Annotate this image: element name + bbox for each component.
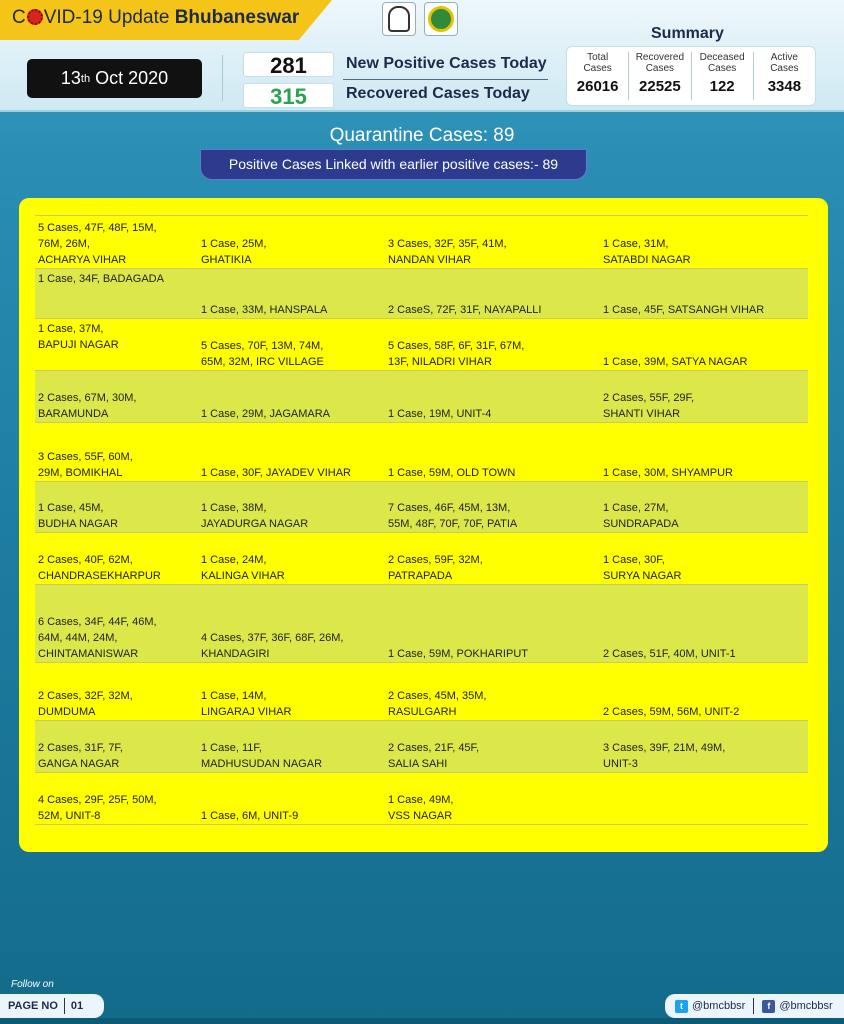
cases-card <box>19 198 828 852</box>
table-cell: 1 Case, 29M, JAGAMARA <box>201 408 330 420</box>
table-cell: 1 Case, 11F, MADHUSUDAN NAGAR <box>201 742 323 770</box>
table-cell: 2 Cases, 59F, 32M, PATRAPADA <box>388 554 483 582</box>
summary-label: Recovered Cases <box>635 52 685 74</box>
table-cell: 2 Cases, 32F, 32M, DUMDUMA <box>38 690 133 718</box>
recovered-label: Recovered Cases Today <box>346 85 530 102</box>
table-cell: 3 Cases, 55F, 60M, 29M, BOMIKHAL <box>38 451 133 479</box>
table-cell: 1 Case, 14M, LINGARAJ VIHAR <box>201 690 292 718</box>
bottom-bar <box>0 1018 844 1024</box>
table-cell: 1 Case, 45F, SATSANGH VIHAR <box>603 304 765 316</box>
table-cell: 1 Case, 27M, SUNDRAPADA <box>603 502 679 530</box>
table-cell: 2 Cases, 67M, 30M, BARAMUNDA <box>38 392 137 420</box>
table-row <box>35 721 808 773</box>
follow-on-label: Follow on <box>11 979 54 990</box>
twitter-handle[interactable]: @bmcbbsr <box>692 1000 746 1012</box>
table-cell: 1 Case, 37M, BAPUJI NAGAR <box>38 323 119 351</box>
table-cell: 2 CaseS, 72F, 31F, NAYAPALLI <box>388 304 542 316</box>
divider <box>222 55 223 101</box>
table-cell: 1 Case, 30M, SHYAMPUR <box>603 467 734 479</box>
table-cell: 6 Cases, 34F, 44F, 46M, 64M, 44M, 24M, CHINTAMANISWAR <box>38 616 157 660</box>
virus-icon <box>27 9 43 25</box>
table-cell: 1 Case, 33M, HANSPALA <box>201 304 328 316</box>
table-row <box>35 216 808 269</box>
date-badge <box>27 59 202 98</box>
twitter-icon[interactable]: t <box>675 1000 688 1013</box>
table-cell: 2 Cases, 59M, 56M, UNIT-2 <box>603 706 740 718</box>
table-cell: 1 Case, 19M, UNIT-4 <box>388 408 492 420</box>
page-label: PAGE NO <box>8 1000 58 1012</box>
date-suffix: th <box>80 72 91 85</box>
header <box>0 0 844 112</box>
table-cell: 1 Case, 30F, SURYA NAGAR <box>603 554 682 582</box>
table-row <box>35 585 808 663</box>
social-handles <box>665 994 844 1018</box>
table-cell: 1 Case, 39M, SATYA NAGAR <box>603 356 748 368</box>
summary-label: Total Cases <box>583 52 612 74</box>
page-number: 01 <box>70 1000 84 1012</box>
table-cell: 1 Case, 31M, SATABDI NAGAR <box>603 238 691 266</box>
linked-cases-banner: Positive Cases Linked with earlier positive cases:- 89 <box>200 149 587 180</box>
summary-active <box>754 52 815 100</box>
page-number-badge <box>0 994 104 1018</box>
table-row <box>35 482 808 533</box>
table-cell: 2 Cases, 45M, 35M, RASULGARH <box>388 690 487 718</box>
table-cell: 1 Case, 6M, UNIT-9 <box>201 810 299 822</box>
page-title <box>12 7 299 29</box>
cases-table <box>35 215 808 825</box>
table-row <box>35 269 808 319</box>
quarantine-title: Quarantine Cases: 89 <box>329 125 515 146</box>
table-cell: 3 Cases, 39F, 21M, 49M, UNIT-3 <box>603 742 726 770</box>
table-cell: 4 Cases, 29F, 25F, 50M, 52M, UNIT-8 <box>38 794 157 822</box>
summary-value: 3348 <box>767 78 802 95</box>
table-cell <box>600 773 808 824</box>
summary-panel <box>566 46 816 106</box>
summary-label: Active Cases <box>770 52 799 74</box>
date-day: 13 <box>60 68 81 88</box>
summary-title: Summary <box>651 25 724 42</box>
table-cell: 2 Cases, 31F, 7F, GANGA NAGAR <box>38 742 123 770</box>
logos <box>382 2 458 36</box>
summary-value: 122 <box>709 78 735 95</box>
table-cell: 2 Cases, 55F, 29F, SHANTI VIHAR <box>603 392 695 420</box>
table-cell: 1 Case, 59M, POKHARIPUT <box>388 648 528 660</box>
table-row <box>35 773 808 825</box>
table-cell: 3 Cases, 32F, 35F, 41M, NANDAN VIHAR <box>388 238 507 266</box>
table-cell: 1 Case, 25M, GHATIKIA <box>201 238 267 266</box>
table-cell: 5 Cases, 70F, 13M, 74M, 65M, 32M, IRC VILLAGE <box>201 340 324 368</box>
table-cell: 2 Cases, 40F, 62M, CHANDRASEKHARPUR <box>38 554 161 582</box>
table-row <box>35 533 808 585</box>
table-row <box>35 371 808 423</box>
table-cell: 1 Case, 45M, BUDHA NAGAR <box>38 502 119 530</box>
new-positive-count: 281 <box>243 52 334 77</box>
table-row <box>35 423 808 482</box>
table-cell: 1 Case, 24M, KALINGA VIHAR <box>201 554 285 582</box>
facebook-icon[interactable]: f <box>762 1000 775 1013</box>
summary-value: 26016 <box>576 78 619 95</box>
table-cell: 4 Cases, 37F, 36F, 68F, 26M, KHANDAGIRI <box>201 632 344 660</box>
facebook-handle[interactable]: @bmcbbsr <box>779 1000 833 1012</box>
summary-total <box>567 52 629 100</box>
table-cell: 5 Cases, 47F, 48F, 15M, 76M, 26M, ACHARYA VIHAR <box>38 222 157 266</box>
title-text: VID-19 Update <box>43 7 175 28</box>
summary-deceased <box>692 52 754 100</box>
odisha-emblem-icon <box>382 2 416 36</box>
recovered-count: 315 <box>243 83 334 108</box>
table-row <box>35 663 808 721</box>
divider <box>64 998 65 1014</box>
summary-label: Deceased Cases <box>699 52 745 74</box>
table-row <box>35 319 808 371</box>
divider <box>343 79 548 80</box>
summary-recovered <box>629 52 691 100</box>
table-cell: 1 Case, 38M, JAYADURGA NAGAR <box>201 502 309 530</box>
title-letter-c: C <box>12 7 26 28</box>
table-cell: 1 Case, 49M, VSS NAGAR <box>388 794 454 822</box>
table-cell: 1 Case, 59M, OLD TOWN <box>388 467 516 479</box>
table-cell: 1 Case, 34F, BADAGADA <box>38 273 164 285</box>
title-city: Bhubaneswar <box>174 7 300 28</box>
table-cell: 7 Cases, 46F, 45M, 13M, 55M, 48F, 70F, 70F, PATIA <box>388 502 518 530</box>
table-cell: 1 Case, 30F, JAYADEV VIHAR <box>201 467 351 479</box>
bmc-logo-icon <box>424 2 458 36</box>
date-rest: Oct 2020 <box>90 68 169 88</box>
divider <box>753 998 754 1014</box>
table-cell: 5 Cases, 58F, 6F, 31F, 67M, 13F, NILADRI VIHAR <box>388 340 525 368</box>
table-cell: 2 Cases, 51F, 40M, UNIT-1 <box>603 648 736 660</box>
table-cell: 2 Cases, 21F, 45F, SALIA SAHI <box>388 742 480 770</box>
summary-value: 22525 <box>639 78 681 95</box>
new-positive-label: New Positive Cases Today <box>346 55 547 72</box>
